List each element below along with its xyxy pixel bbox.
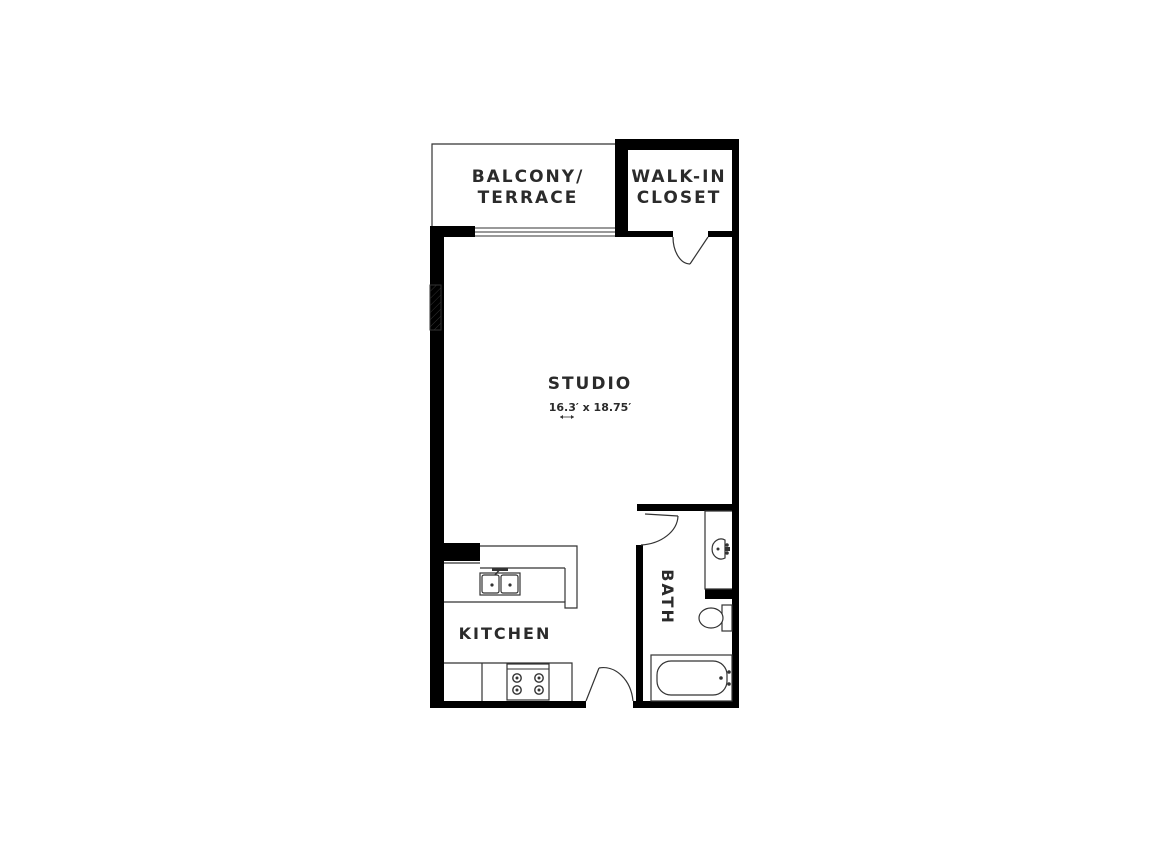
balcony-label-line1: BALCONY/: [471, 167, 585, 187]
kitchen-label: KITCHEN: [458, 624, 552, 643]
bath-sink-icon: [712, 539, 730, 559]
closet-label-line2: CLOSET: [636, 188, 722, 208]
walls: [430, 139, 739, 708]
closet-door: [673, 237, 708, 264]
bathtub-icon: [651, 655, 732, 701]
bath-label: BATH: [658, 569, 677, 625]
bath-door: [641, 514, 678, 545]
studio-dimensions: 16.3′ x 18.75′: [548, 401, 632, 414]
closet-label-line1: WALK-IN: [631, 167, 727, 187]
kitchen-sink-icon: [480, 568, 520, 595]
stove-icon: [507, 664, 549, 700]
dimension-arrow-icon: [560, 415, 574, 419]
toilet-icon: [699, 605, 732, 631]
studio-label: STUDIO: [547, 374, 633, 394]
window: [430, 285, 441, 330]
balcony-label-line2: TERRACE: [477, 188, 579, 208]
sliding-door: [474, 228, 616, 236]
entry-door: [586, 668, 633, 701]
